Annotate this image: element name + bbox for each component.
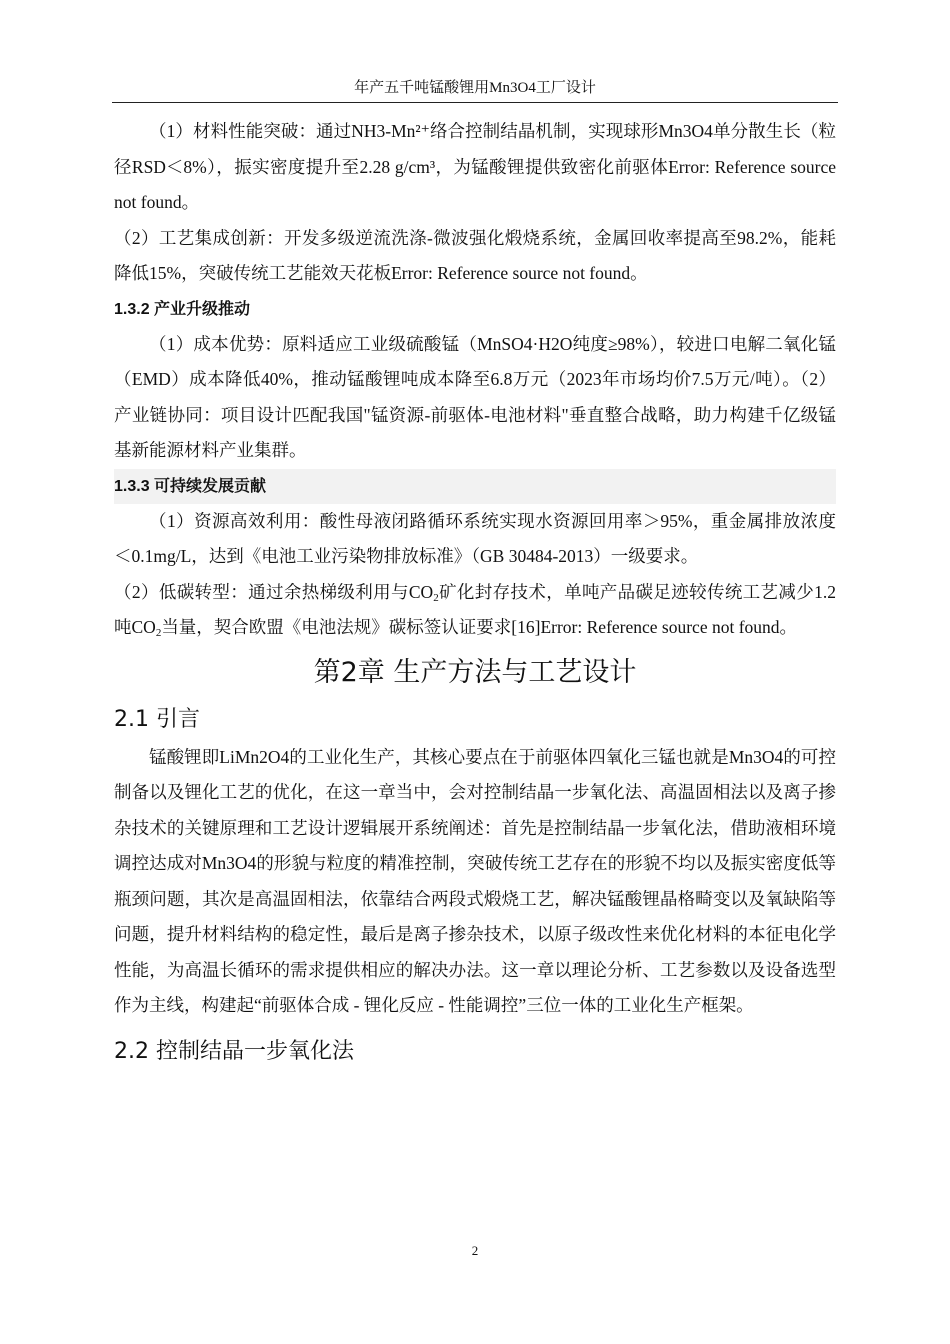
section-heading-1-3-3: 1.3.3 可持续发展贡献 (114, 469, 836, 504)
page-body (114, 114, 836, 1072)
running-header: 年产五千吨锰酸锂用Mn3O4工厂设计 (354, 80, 596, 96)
page-number: 2 (471, 1243, 479, 1258)
paragraph-cost-advantage: （1）成本优势：原料适应工业级硫酸锰（MnSO4·H2O纯度≥98%），较进口电解二氧化锰（EMD）成本降低40%，推动锰酸锂吨成本降至6.8万元（2023年市场均价7.5万元/吨）。（2）产业链协同：项目设计匹配我国"锰资源-前驱体-电池材料"垂直整合战略，助力构建千亿级锰基新能源材料产业集群。 (114, 333, 836, 460)
heading-2-1: 2.1 引言 (114, 706, 200, 732)
paragraph-material-performance: （1）材料性能突破：通过NH3-Mn²⁺络合控制结晶机制，实现球形Mn3O4单分散生长（粒径RSD＜8%），振实密度提升至2.28 g/cm³，为锰酸锂提供致密化前驱体Error: Reference source not found。 (114, 121, 836, 212)
low-carbon-text-1: （2）低碳转型：通过余热梯级利用与CO (114, 581, 434, 602)
co2-subscript: 2 (433, 591, 439, 604)
section-heading-1-3-2: 1.3.2 产业升级推动 (114, 300, 251, 318)
low-carbon-text-2: 矿化封存技术，单吨产品碳足迹较传统工艺减少1.2吨CO (114, 581, 837, 637)
paragraph-introduction: 锰酸锂即LiMn2O4的工业化生产，其核心要点在于前驱体四氧化三锰也就是Mn3O4的可控制备以及锂化工艺的优化，在这一章当中，会对控制结晶一步氧化法、高温固相法以及离子掺杂技术的关键原理和工艺设计逻辑展开系统阐述：首先是控制结晶一步氧化法，借助液相环境调控达成对Mn3O4的形貌与粒度的精准控制，突破传统工艺存在的形貌不均以及振实密度低等瓶颈问题，其次是高温固相法，依靠结合两段式煅烧工艺，解决锰酸锂晶格畸变以及氧缺陷等问题，提升材料结构的稳定性，最后是离子掺杂技术，以原子级改性来优化材料的本征电化学性能，为高温长循环的需求提供相应的解决办法。这一章以理论分析、工艺参数以及设备选型作为主线，构建起“前驱体合成 - 锂化反应 - 性能调控”三位一体的工业化生产框架。 (114, 746, 836, 1015)
low-carbon-text-3: 当量，契合欧盟《电池法规》碳标签认证要求[16]Error: Reference source not found。 (161, 617, 798, 637)
paragraph-low-carbon (114, 575, 836, 646)
header-rule (112, 102, 838, 103)
paragraph-resource-utilization: （1）资源高效利用：酸性母液闭路循环系统实现水资源回用率＞95%，重金属排放浓度＜0.1mg/L，达到《电池工业污染物排放标准》（GB 30484-2013）一级要求。 (114, 510, 836, 566)
heading-2-2: 2.2 控制结晶一步氧化法 (114, 1038, 354, 1064)
chapter-title: 第2章 生产方法与工艺设计 (313, 656, 637, 688)
co2-subscript: 2 (155, 627, 162, 639)
paragraph-process-integration: （2）工艺集成创新：开发多级逆流洗涤-微波强化煅烧系统，金属回收率提高至98.2%，能耗降低15%，突破传统工艺能效天花板Error: Reference source not found。 (114, 227, 836, 283)
